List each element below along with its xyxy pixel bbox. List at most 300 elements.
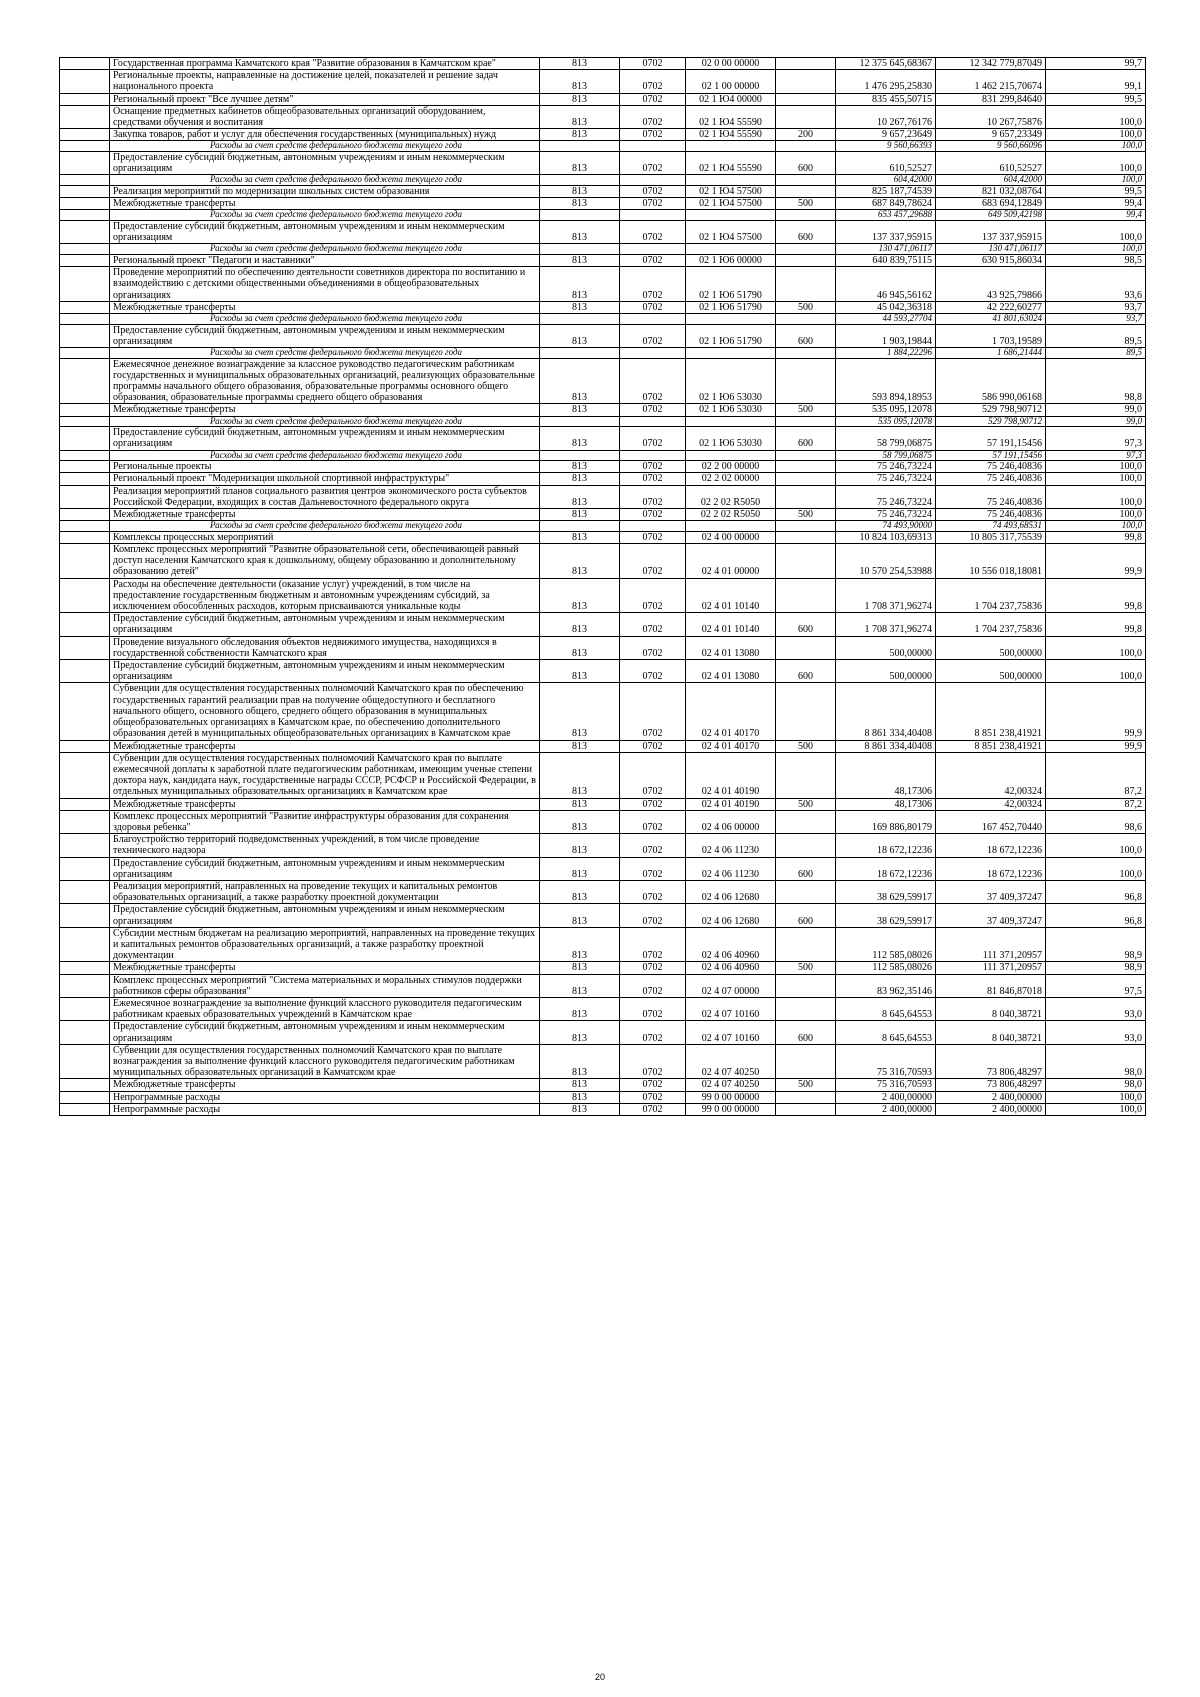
table-row [60,740,1146,752]
target-article-cell: 02 1 Ю4 00000 [686,93,776,105]
department-code-cell: 813 [540,1021,620,1044]
expense-type-cell [776,544,836,579]
section-code-cell: 0702 [620,1021,686,1044]
actual-amount-cell: 42,00324 [936,798,1046,810]
blank-cell [60,186,110,198]
planned-amount-cell: 500,00000 [836,636,936,659]
item-name-cell: Расходы за счет средств федерального бюджета текущего года [110,141,540,152]
section-code-cell: 0702 [620,255,686,267]
target-article-cell [686,141,776,152]
target-article-cell [686,314,776,325]
table-row [60,324,1146,347]
target-article-cell: 02 4 01 40170 [686,683,776,740]
execution-percent-cell: 99,9 [1046,683,1146,740]
execution-percent-cell: 100,0 [1046,129,1146,141]
item-name-cell: Оснащение предметных кабинетов общеобразовательных организаций оборудованием, средствами обучения и воспитания [110,105,540,128]
planned-amount-cell: 9 560,66393 [836,141,936,152]
blank-cell [60,324,110,347]
planned-amount-cell: 2 400,00000 [836,1103,936,1115]
table-row [60,1091,1146,1103]
item-name-cell: Межбюджетные трансферты [110,1079,540,1091]
blank-cell [60,810,110,833]
planned-amount-cell: 45 042,36318 [836,301,936,313]
section-code-cell: 0702 [620,810,686,833]
department-code-cell: 813 [540,267,620,302]
actual-amount-cell: 630 915,86034 [936,255,1046,267]
item-name-cell: Предоставление субсидий бюджетным, автономным учреждениям и иным некоммерческим организациям [110,1021,540,1044]
actual-amount-cell: 9 657,23349 [936,129,1046,141]
item-name-cell: Расходы за счет средств федерального бюджета текущего года [110,210,540,221]
blank-cell [60,613,110,636]
blank-cell [60,210,110,221]
table-row [60,129,1146,141]
blank-cell [60,427,110,450]
blank-cell [60,255,110,267]
target-article-cell [686,210,776,221]
department-code-cell: 813 [540,683,620,740]
section-code-cell: 0702 [620,301,686,313]
blank-cell [60,636,110,659]
target-article-cell: 02 4 06 00000 [686,810,776,833]
target-article-cell: 02 4 07 10160 [686,1021,776,1044]
planned-amount-cell: 48,17306 [836,752,936,798]
item-name-cell: Расходы за счет средств федерального бюджета текущего года [110,175,540,186]
actual-amount-cell: 500,00000 [936,660,1046,683]
actual-amount-cell: 111 371,20957 [936,927,1046,962]
actual-amount-cell: 43 925,79866 [936,267,1046,302]
expense-type-cell [776,255,836,267]
actual-amount-cell: 41 801,63024 [936,314,1046,325]
item-name-cell: Расходы за счет средств федерального бюджета текущего года [110,521,540,532]
department-code-cell: 813 [540,904,620,927]
execution-percent-cell: 100,0 [1046,221,1146,244]
planned-amount-cell: 535 095,12078 [836,404,936,416]
target-article-cell: 02 0 00 00000 [686,58,776,70]
department-code-cell: 813 [540,1103,620,1115]
blank-cell [60,740,110,752]
planned-amount-cell: 8 861 334,40408 [836,740,936,752]
department-code-cell: 813 [540,485,620,508]
execution-percent-cell: 99,5 [1046,93,1146,105]
item-name-cell: Предоставление субсидий бюджетным, автономным учреждениям и иным некоммерческим организациям [110,613,540,636]
section-code-cell [620,210,686,221]
item-name-cell: Непрограммные расходы [110,1103,540,1115]
planned-amount-cell: 75 246,73224 [836,485,936,508]
target-article-cell: 02 1 Ю6 53030 [686,427,776,450]
table-row [60,962,1146,974]
expense-type-cell [776,1091,836,1103]
blank-cell [60,521,110,532]
table-row [60,752,1146,798]
expense-type-cell: 200 [776,129,836,141]
department-code-cell [540,210,620,221]
expense-type-cell [776,267,836,302]
item-name-cell: Расходы за счет средств федерального бюджета текущего года [110,416,540,427]
actual-amount-cell: 1 704 237,75836 [936,613,1046,636]
table-row [60,485,1146,508]
planned-amount-cell: 75 316,70593 [836,1079,936,1091]
item-name-cell: Расходы за счет средств федерального бюджета текущего года [110,450,540,461]
planned-amount-cell: 75 246,73224 [836,473,936,485]
section-code-cell: 0702 [620,857,686,880]
planned-amount-cell: 593 894,18953 [836,358,936,404]
table-row [60,798,1146,810]
blank-cell [60,348,110,359]
actual-amount-cell: 1 462 215,70674 [936,70,1046,93]
actual-amount-cell: 604,42000 [936,175,1046,186]
department-code-cell: 813 [540,1044,620,1079]
actual-amount-cell: 37 409,37247 [936,904,1046,927]
table-row [60,461,1146,473]
planned-amount-cell: 48,17306 [836,798,936,810]
blank-cell [60,358,110,404]
section-code-cell [620,416,686,427]
planned-amount-cell: 18 672,12236 [836,857,936,880]
expense-type-cell [776,348,836,359]
table-row [60,509,1146,521]
target-article-cell: 99 0 00 00000 [686,1091,776,1103]
execution-percent-cell: 99,4 [1046,198,1146,210]
department-code-cell [540,314,620,325]
section-code-cell: 0702 [620,129,686,141]
target-article-cell: 02 4 01 40190 [686,752,776,798]
blank-cell [60,404,110,416]
expense-type-cell: 600 [776,152,836,175]
blank-cell [60,857,110,880]
table-body [60,58,1146,1116]
expense-type-cell: 600 [776,1021,836,1044]
table-row [60,613,1146,636]
department-code-cell: 813 [540,810,620,833]
actual-amount-cell: 8 851 238,41921 [936,740,1046,752]
item-name-cell: Региональные проекты, направленные на достижение целей, показателей и решение задач национального проекта [110,70,540,93]
expense-type-cell [776,636,836,659]
execution-percent-cell: 87,2 [1046,752,1146,798]
target-article-cell: 02 1 Ю6 00000 [686,255,776,267]
department-code-cell: 813 [540,798,620,810]
page-number: 20 [594,1672,605,1682]
target-article-cell: 02 1 Ю4 57500 [686,221,776,244]
target-article-cell: 02 2 00 00000 [686,461,776,473]
table-row [60,404,1146,416]
section-code-cell: 0702 [620,93,686,105]
table-row [60,636,1146,659]
blank-cell [60,962,110,974]
planned-amount-cell: 112 585,08026 [836,927,936,962]
execution-percent-cell: 100,0 [1046,461,1146,473]
execution-percent-cell: 100,0 [1046,485,1146,508]
item-name-cell: Реализация мероприятий по модернизации школьных систем образования [110,186,540,198]
planned-amount-cell: 75 246,73224 [836,509,936,521]
planned-amount-cell: 2 400,00000 [836,1091,936,1103]
item-name-cell: Расходы за счет средств федерального бюджета текущего года [110,244,540,255]
blank-cell [60,93,110,105]
blank-cell [60,974,110,997]
target-article-cell: 02 4 01 13080 [686,660,776,683]
target-article-cell: 02 4 07 40250 [686,1044,776,1079]
item-name-cell: Межбюджетные трансферты [110,740,540,752]
section-code-cell: 0702 [620,105,686,128]
target-article-cell: 99 0 00 00000 [686,1103,776,1115]
department-code-cell: 813 [540,509,620,521]
department-code-cell: 813 [540,221,620,244]
section-code-cell: 0702 [620,509,686,521]
section-code-cell: 0702 [620,752,686,798]
execution-percent-cell: 99,0 [1046,416,1146,427]
planned-amount-cell: 74 493,90000 [836,521,936,532]
target-article-cell: 02 1 Ю4 55590 [686,105,776,128]
expense-type-cell [776,186,836,198]
expense-type-cell [776,752,836,798]
expense-type-cell [776,461,836,473]
target-article-cell [686,348,776,359]
department-code-cell: 813 [540,636,620,659]
table-row [60,1079,1146,1091]
target-article-cell: 02 4 06 40960 [686,962,776,974]
blank-cell [60,58,110,70]
execution-percent-cell: 99,8 [1046,531,1146,543]
planned-amount-cell: 10 267,76176 [836,105,936,128]
table-row [60,531,1146,543]
actual-amount-cell: 75 246,40836 [936,473,1046,485]
planned-amount-cell: 835 455,50715 [836,93,936,105]
execution-percent-cell: 100,0 [1046,636,1146,659]
target-article-cell: 02 2 02 00000 [686,473,776,485]
expense-type-cell: 600 [776,660,836,683]
planned-amount-cell: 10 824 103,69313 [836,531,936,543]
department-code-cell: 813 [540,880,620,903]
item-name-cell: Региональный проект "Педагоги и наставники" [110,255,540,267]
actual-amount-cell: 586 990,06168 [936,358,1046,404]
execution-percent-cell: 89,5 [1046,324,1146,347]
actual-amount-cell: 2 400,00000 [936,1091,1046,1103]
federal-funds-subrow [60,175,1146,186]
actual-amount-cell: 75 246,40836 [936,461,1046,473]
blank-cell [60,1079,110,1091]
target-article-cell: 02 4 00 00000 [686,531,776,543]
target-article-cell: 02 4 01 00000 [686,544,776,579]
section-code-cell: 0702 [620,324,686,347]
execution-percent-cell: 99,9 [1046,740,1146,752]
item-name-cell: Субвенции для осуществления государственных полномочий Камчатского края по выплате ежемесячной доплаты к заработной плате педагогическим работникам, имеющим ученые степени доктора наук, кандидата наук, государственные награды СССР, РСФСР и Российской Федерации, в отдельных муниципальных образовательных организациях в Камчатском крае [110,752,540,798]
expense-type-cell [776,974,836,997]
execution-percent-cell: 100,0 [1046,857,1146,880]
blank-cell [60,1044,110,1079]
expense-type-cell [776,70,836,93]
item-name-cell: Проведение мероприятий по обеспечению деятельности советников директора по воспитанию и взаимодействию с детскими общественными объединениями в общеобразовательных организациях [110,267,540,302]
blank-cell [60,314,110,325]
budget-table [59,57,1146,1116]
item-name-cell: Расходы за счет средств федерального бюджета текущего года [110,348,540,359]
blank-cell [60,834,110,857]
planned-amount-cell: 604,42000 [836,175,936,186]
section-code-cell: 0702 [620,1044,686,1079]
table-row [60,358,1146,404]
planned-amount-cell: 46 945,56162 [836,267,936,302]
execution-percent-cell: 93,7 [1046,301,1146,313]
item-name-cell: Субсидии местным бюджетам на реализацию мероприятий, направленных на проведение текущих и капитальных ремонтов образовательных организаций, а также разработку проектной документации [110,927,540,962]
target-article-cell: 02 4 01 40190 [686,798,776,810]
item-name-cell: Межбюджетные трансферты [110,301,540,313]
execution-percent-cell: 97,5 [1046,974,1146,997]
expense-type-cell [776,810,836,833]
department-code-cell: 813 [540,834,620,857]
department-code-cell: 813 [540,613,620,636]
table-row [60,70,1146,93]
table-row [60,857,1146,880]
execution-percent-cell: 87,2 [1046,798,1146,810]
table-row [60,186,1146,198]
section-code-cell: 0702 [620,834,686,857]
expense-type-cell [776,880,836,903]
department-code-cell [540,416,620,427]
blank-cell [60,485,110,508]
department-code-cell: 813 [540,358,620,404]
planned-amount-cell: 112 585,08026 [836,962,936,974]
item-name-cell: Расходы за счет средств федерального бюджета текущего года [110,314,540,325]
blank-cell [60,1021,110,1044]
table-row [60,473,1146,485]
planned-amount-cell: 8 645,64553 [836,997,936,1020]
blank-cell [60,301,110,313]
planned-amount-cell: 535 095,12078 [836,416,936,427]
expense-type-cell [776,358,836,404]
department-code-cell [540,244,620,255]
planned-amount-cell: 130 471,06117 [836,244,936,255]
department-code-cell: 813 [540,427,620,450]
table-row [60,997,1146,1020]
target-article-cell [686,244,776,255]
target-article-cell: 02 4 01 13080 [686,636,776,659]
department-code-cell: 813 [540,1091,620,1103]
blank-cell [60,141,110,152]
actual-amount-cell: 8 040,38721 [936,997,1046,1020]
blank-cell [60,904,110,927]
target-article-cell: 02 2 02 R5050 [686,485,776,508]
department-code-cell: 813 [540,152,620,175]
actual-amount-cell: 167 452,70440 [936,810,1046,833]
target-article-cell: 02 4 01 10140 [686,613,776,636]
expense-type-cell: 500 [776,1079,836,1091]
target-article-cell: 02 4 06 12680 [686,880,776,903]
item-name-cell: Комплекс процессных мероприятий "Развитие образовательной сети, обеспечивающей равный доступ населения Камчатского края к дошкольному, общему образованию и дополнительному образованию детей" [110,544,540,579]
actual-amount-cell: 75 246,40836 [936,509,1046,521]
execution-percent-cell: 93,0 [1046,997,1146,1020]
section-code-cell: 0702 [620,1103,686,1115]
item-name-cell: Благоустройство территорий подведомственных учреждений, в том числе проведение технического надзора [110,834,540,857]
actual-amount-cell: 75 246,40836 [936,485,1046,508]
department-code-cell: 813 [540,740,620,752]
execution-percent-cell: 98,9 [1046,927,1146,962]
actual-amount-cell: 42,00324 [936,752,1046,798]
execution-percent-cell: 93,6 [1046,267,1146,302]
section-code-cell: 0702 [620,198,686,210]
target-article-cell: 02 1 Ю4 55590 [686,152,776,175]
department-code-cell: 813 [540,927,620,962]
expense-type-cell [776,1044,836,1079]
table-row [60,58,1146,70]
department-code-cell: 813 [540,578,620,613]
actual-amount-cell: 74 493,68531 [936,521,1046,532]
target-article-cell [686,175,776,186]
blank-cell [60,461,110,473]
execution-percent-cell: 97,3 [1046,450,1146,461]
execution-percent-cell: 100,0 [1046,141,1146,152]
item-name-cell: Комплексы процессных мероприятий [110,531,540,543]
item-name-cell: Предоставление субсидий бюджетным, автономным учреждениям и иным некоммерческим организациям [110,857,540,880]
execution-percent-cell: 99,7 [1046,58,1146,70]
execution-percent-cell: 98,8 [1046,358,1146,404]
execution-percent-cell: 100,0 [1046,473,1146,485]
item-name-cell: Региональные проекты [110,461,540,473]
item-name-cell: Закупка товаров, работ и услуг для обеспечения государственных (муниципальных) нужд [110,129,540,141]
expense-type-cell [776,210,836,221]
section-code-cell [620,175,686,186]
table-row [60,198,1146,210]
expense-type-cell: 500 [776,198,836,210]
item-name-cell: Ежемесячное вознаграждение за выполнение функций классного руководителя педагогическим работникам краевых образовательных учреждений в Камчатском крае [110,997,540,1020]
section-code-cell: 0702 [620,683,686,740]
target-article-cell: 02 1 00 00000 [686,70,776,93]
planned-amount-cell: 1 884,22296 [836,348,936,359]
execution-percent-cell: 99,8 [1046,613,1146,636]
blank-cell [60,1091,110,1103]
execution-percent-cell: 100,0 [1046,660,1146,683]
table-row [60,578,1146,613]
section-code-cell [620,521,686,532]
table-row [60,427,1146,450]
department-code-cell: 813 [540,58,620,70]
federal-funds-subrow [60,244,1146,255]
federal-funds-subrow [60,141,1146,152]
execution-percent-cell: 100,0 [1046,521,1146,532]
department-code-cell: 813 [540,105,620,128]
execution-percent-cell: 99,1 [1046,70,1146,93]
section-code-cell: 0702 [620,221,686,244]
item-name-cell: Проведение визуального обследования объектов недвижимого имущества, находящихся в государственной собственности Камчатского края [110,636,540,659]
federal-funds-subrow [60,521,1146,532]
department-code-cell: 813 [540,473,620,485]
expense-type-cell: 600 [776,857,836,880]
actual-amount-cell: 81 846,87018 [936,974,1046,997]
expense-type-cell [776,834,836,857]
item-name-cell: Предоставление субсидий бюджетным, автономным учреждениям и иным некоммерческим организациям [110,660,540,683]
target-article-cell: 02 1 Ю6 53030 [686,404,776,416]
expense-type-cell [776,244,836,255]
execution-percent-cell: 96,8 [1046,904,1146,927]
department-code-cell: 813 [540,404,620,416]
section-code-cell: 0702 [620,636,686,659]
execution-percent-cell: 99,4 [1046,210,1146,221]
expense-type-cell [776,997,836,1020]
table-row [60,221,1146,244]
actual-amount-cell: 8 851 238,41921 [936,683,1046,740]
target-article-cell: 02 4 06 11230 [686,834,776,857]
expense-type-cell [776,314,836,325]
expense-type-cell: 500 [776,740,836,752]
planned-amount-cell: 687 849,78624 [836,198,936,210]
expense-type-cell [776,58,836,70]
actual-amount-cell: 610,52527 [936,152,1046,175]
section-code-cell: 0702 [620,974,686,997]
item-name-cell: Региональный проект "Модернизация школьной спортивной инфраструктуры" [110,473,540,485]
department-code-cell: 813 [540,186,620,198]
target-article-cell: 02 4 06 40960 [686,927,776,962]
blank-cell [60,927,110,962]
target-article-cell [686,450,776,461]
actual-amount-cell: 649 509,42198 [936,210,1046,221]
actual-amount-cell: 1 704 237,75836 [936,578,1046,613]
